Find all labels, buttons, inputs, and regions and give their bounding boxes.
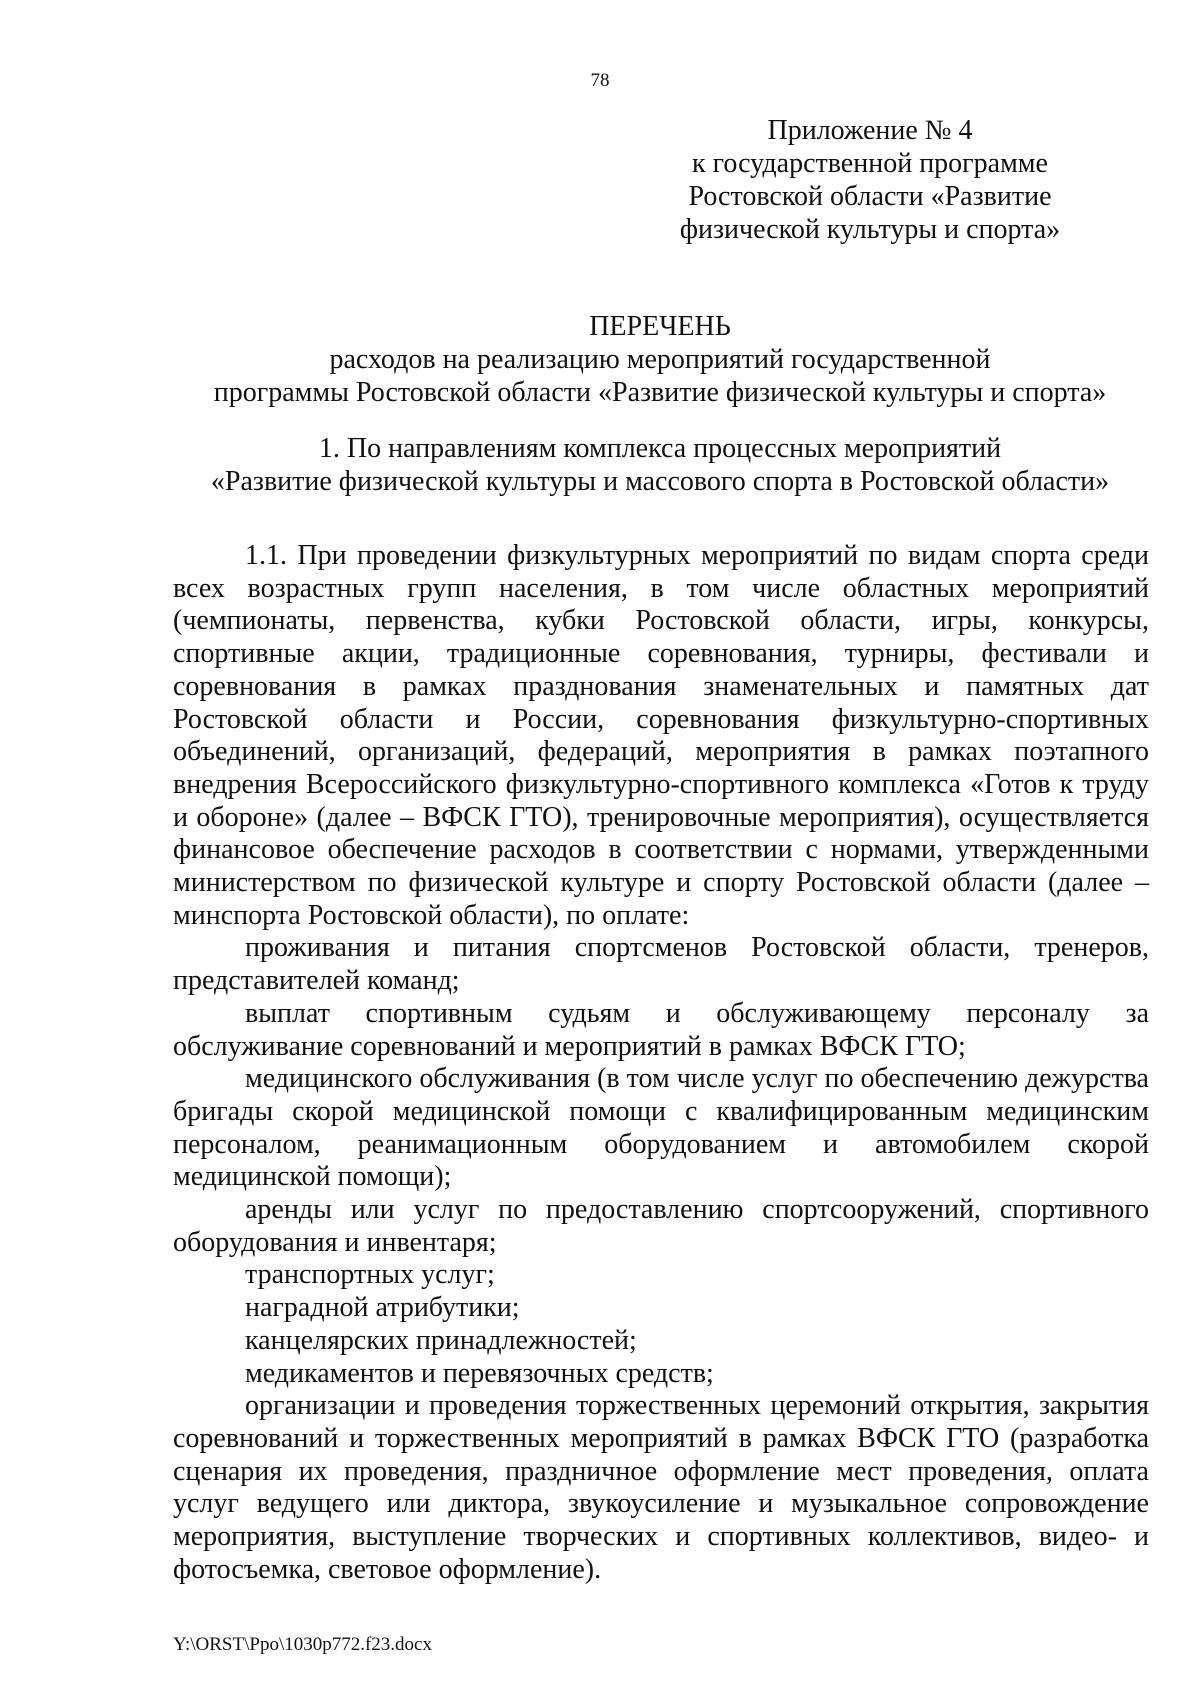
paragraph: аренды или услуг по предоставлению спортсооружений, спортивного оборудования и инвентаря; [173, 1194, 1149, 1258]
document-title: ПЕРЕЧЕНЬ [589, 311, 731, 342]
paragraph: наградной атрибутики; [245, 1292, 520, 1324]
document-subtitle-line: программы Ростовской области «Развитие физической культуры и спорта» [213, 377, 1107, 408]
paragraph: проживания и питания спортсменов Ростовской области, тренеров, представителей команд; [173, 932, 1149, 997]
paragraph: организации и проведения торжественных церемоний открытия, закрытия соревнований и торжественных мероприятий в рамках ВФСК ГТО (разработка сценария их проведения, праздничное оформление мест проведения, оплата услуг ведущего или диктора, звукоусиление и музыкальное сопровождение мероприятия, выступление творческих и спортивных коллективов, видео- и фотосъемка, световое оформление). [173, 1390, 1149, 1585]
footer-file-path: Y:\ORST\Ppo\1030p772.f23.docx [173, 1634, 432, 1655]
body-text [173, 540, 1149, 1587]
spacer [120, 409, 1200, 432]
appendix-line: к государственной программе [692, 148, 1048, 179]
paragraph: транспортных услуг; [245, 1259, 495, 1291]
paragraph: канцелярских принадлежностей; [245, 1324, 637, 1356]
page-number: 78 [590, 70, 610, 91]
title-block [120, 310, 1200, 498]
paragraph: медикаментов и перевязочных средств; [245, 1357, 714, 1389]
paragraph: выплат спортивным судьям и обслуживающему персоналу за обслуживание соревнований и мероприятий в рамках ВФСК ГТО; [173, 997, 1149, 1062]
section-heading-line: 1. По направлениям комплекса процессных мероприятий [318, 433, 1002, 464]
appendix-line: Приложение № 4 [767, 115, 973, 146]
paragraph: 1.1. При проведении физкультурных мероприятий по видам спорта среди всех возрастных групп населения, в том числе областных мероприятий (чемпионаты, первенства, кубки Ростовской области, игры, конкурсы, спортивные акции, традиционные соревнования, турниры, фестивали и соревнования в рамках празднования знаменательных и памятных дат Ростовской области и России, соревнования физкультурно-спортивных объединений, организаций, федераций, мероприятия в рамках поэтапного внедрения Всероссийского физкультурно-спортивного комплекса «Готов к труду и обороне» (далее – ВФСК ГТО), тренировочные мероприятия), осуществляется финансовое обеспечение расходов в соответствии с нормами, утвержденными министерством по физической культуре и спорту Ростовской области (далее – минспорта Ростовской области), по оплате: [173, 540, 1149, 931]
appendix-line: Ростовской области «Развитие [688, 181, 1052, 212]
appendix-block [620, 114, 1120, 246]
appendix-line: физической культуры и спорта» [679, 214, 1061, 245]
document-subtitle-line: расходов на реализацию мероприятий государственной [329, 344, 991, 375]
paragraph: медицинского обслуживания (в том числе услуг по обеспечению дежурства бригады скорой медицинской помощи с квалифицированным медицинским персоналом, реанимационным оборудованием и автомобилем скорой медицинской помощи); [173, 1063, 1149, 1193]
section-heading-line: «Развитие физической культуры и массового спорта в Ростовской области» [210, 466, 1110, 497]
